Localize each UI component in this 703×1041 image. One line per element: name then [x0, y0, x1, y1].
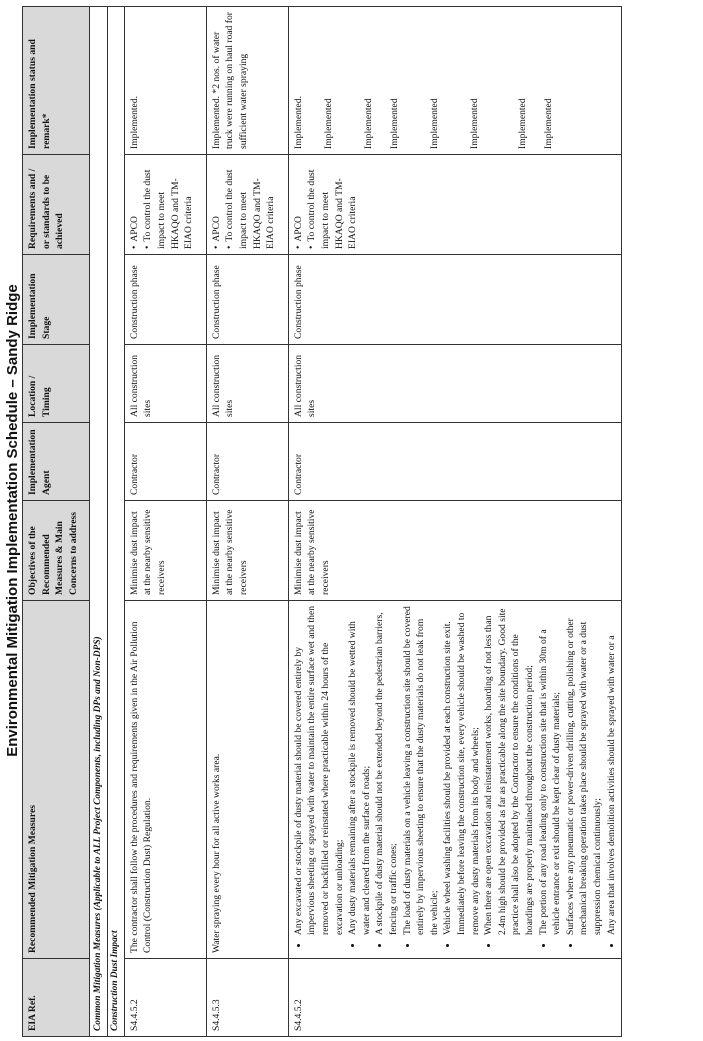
section-title: Common Mitigation Measures (Applicable to ALL Project Components, including DPs and Non-DPS): [90, 7, 108, 1037]
location-timing: All construction sites: [124, 345, 206, 423]
column-header: Implementation Agent: [23, 423, 90, 501]
measure-item: • Vehicle wheel washing facilities should be provided at each construction site exit. Immediately before leaving the construction site, every vehicle should be washed to remove any dusty materials from its body and wheels;: [441, 606, 482, 935]
objective: Minimise dust impact at the nearby sensitive receivers: [206, 501, 288, 601]
section-row: [90, 7, 108, 1037]
location-timing: All construction sites: [288, 345, 622, 423]
mitigation-measure: The contractor shall follow the procedures and requirements given in the Air Pollution Control (Construction Dust) Regulation.: [124, 601, 206, 959]
status-item: Implemented: [542, 98, 554, 149]
column-header: Objectives of the Recommended Measures & Main Concerns to address: [23, 501, 90, 601]
objective: Minimise dust impact at the nearby sensitive receivers: [288, 501, 622, 601]
implementation-agent: Contractor: [206, 423, 288, 501]
implementation-stage: Construction phase: [288, 255, 622, 345]
table-row: [124, 7, 206, 1037]
status-item: Implemented.: [292, 95, 304, 149]
table-row: [206, 7, 288, 1037]
status-item: Implemented: [388, 98, 400, 149]
objective: Minimise dust impact at the nearby sensitive receivers: [124, 501, 206, 601]
subsection-row: [108, 7, 124, 1037]
page-title: Environmental Mitigation Implementation Schedule – Sandy Ridge: [4, 284, 21, 757]
mitigation-schedule-table: [22, 6, 622, 1037]
eia-ref: S4.4.5.3: [206, 959, 288, 1037]
status-item: Implemented: [322, 98, 334, 149]
column-header: Requirements and / or standards to be achieved: [23, 155, 90, 255]
measure-item: • Any dusty materials remaining after a stockpile is removed should be wetted with water and cleared from the surface of roads;: [346, 606, 373, 935]
status-item: Implemented: [468, 98, 480, 149]
measure-item: • Surfaces where any pneumatic or power-driven drilling, cutting, polishing or other mechanical breaking operation takes place should be sprayed with water or a dust suppression chemical continuously;: [564, 606, 605, 935]
requirement-item: • APCO: [292, 160, 306, 249]
measure-item: • The portion of any road leading only to construction site that is within 30m of a vehicle entrance or exit should be kept clear of dusty materials;: [537, 606, 564, 935]
column-header: Implementation Stage: [23, 255, 90, 345]
column-header: EIA Ref.: [23, 959, 90, 1037]
column-header: Implementation status and remark*: [23, 7, 90, 155]
implementation-agent: Contractor: [124, 423, 206, 501]
eia-ref: S4.4.5.2: [124, 959, 206, 1037]
subsection-title: Construction Dust Impact: [108, 7, 124, 1037]
implementation-stage: Construction phase: [206, 255, 288, 345]
requirement-item: • To control the dust impact to meet HKAQO and TM-EIAO criteria: [141, 160, 195, 249]
eia-ref: S4.4.5.2: [288, 959, 622, 1037]
implementation-status: Implemented. *2 nos. of water truck were running on haul road for sufficient water spraying: [206, 7, 288, 155]
measure-item: • Any excavated or stockpile of dusty material should be covered entirely by impervious sheeting or sprayed with water to maintain the entire surface wet and then removed or backfilled or reinstated where practicable within 24 hours of the excavation or unloading;: [292, 606, 346, 935]
implementation-agent: Contractor: [288, 423, 622, 501]
implementation-status: Implemented.: [124, 7, 206, 155]
implementation-status-list: [288, 7, 622, 155]
measure-item: • A stockpile of dusty material should not be extended beyond the pedestrian barriers, fencing or traffic cones;: [373, 606, 400, 935]
requirements: [124, 155, 206, 255]
requirement-item: • APCO: [210, 160, 224, 249]
header-row: [23, 7, 90, 1037]
mitigation-measures-list: [288, 601, 622, 959]
status-item: Implemented: [362, 98, 374, 149]
location-timing: All construction sites: [206, 345, 288, 423]
requirements: [206, 155, 288, 255]
column-header: Recommended Mitigation Measures: [23, 601, 90, 959]
measure-item: • When there are open excavation and reinstatement works, hoarding of not less than 2.4m high should be provided as far as practicable along the site boundary. Good site practice shall also be adopted by the Contractor to ensure the conditions of the hoardings are properly maintained throughout the construction period;: [482, 606, 536, 935]
measure-item: • The load of dusty materials on a vehicle leaving a construction site should be covered entirely by impervious sheeting to ensure that the dusty materials do not leak from the vehicle;: [401, 606, 442, 935]
column-header: Location / Timing: [23, 345, 90, 423]
measure-item: • Any area that involves demolition activities should be sprayed with water or a: [605, 606, 619, 935]
requirement-item: • To control the dust impact to meet HKAQO and TM-EIAO criteria: [305, 160, 359, 249]
implementation-stage: Construction phase: [124, 255, 206, 345]
status-item: Implemented: [516, 98, 528, 149]
requirements: [288, 155, 622, 255]
requirement-item: • APCO: [128, 160, 142, 249]
table-row: [288, 7, 622, 1037]
status-item: Implemented: [428, 98, 440, 149]
mitigation-measure: Water spraying every hour for all active works area.: [206, 601, 288, 959]
requirement-item: • To control the dust impact to meet HKAQO and TM-EIAO criteria: [223, 160, 277, 249]
